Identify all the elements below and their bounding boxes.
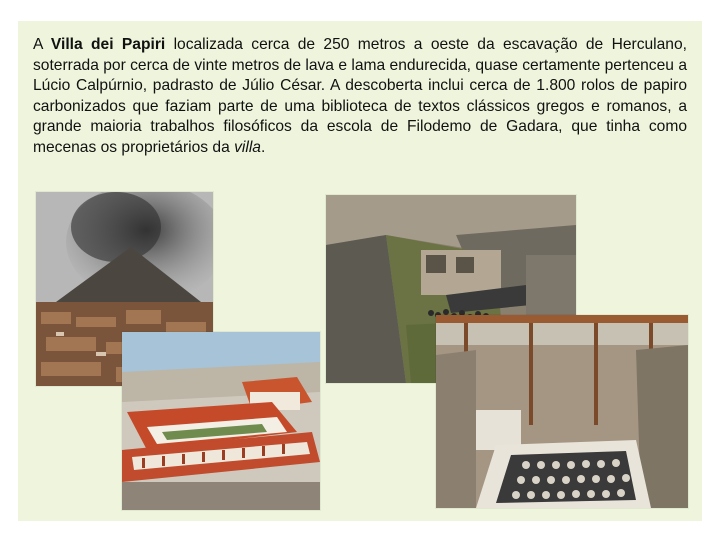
slide [18,21,702,521]
text-part-2: localizada cerca de 250 metros a oeste da escavação de Herculano, soterrada por cerca de vinte metros de lava e lama endurecida, quase certamente pertenceu a Lúcio Calpúrnio, padrasto de Júlio César. A descoberta inclui cerca de 1.800 rolos de papiro carbonizados que faziam parte de uma biblioteca de textos clássicos gregos e romanos, a grande maioria trabalhos filosóficos da escola de Filodemo de Gadara, que tinha como mecenas os proprietários da [33,36,687,156]
text-part-1: A [33,36,51,53]
villa-reconstruction-illustration [122,332,320,510]
villa-italic: villa [234,138,261,156]
villa-name: Villa dei Papiri [50,36,166,53]
text-end: . [260,138,266,156]
mosaic-floor-photo [436,315,688,508]
body-paragraph [33,35,687,158]
